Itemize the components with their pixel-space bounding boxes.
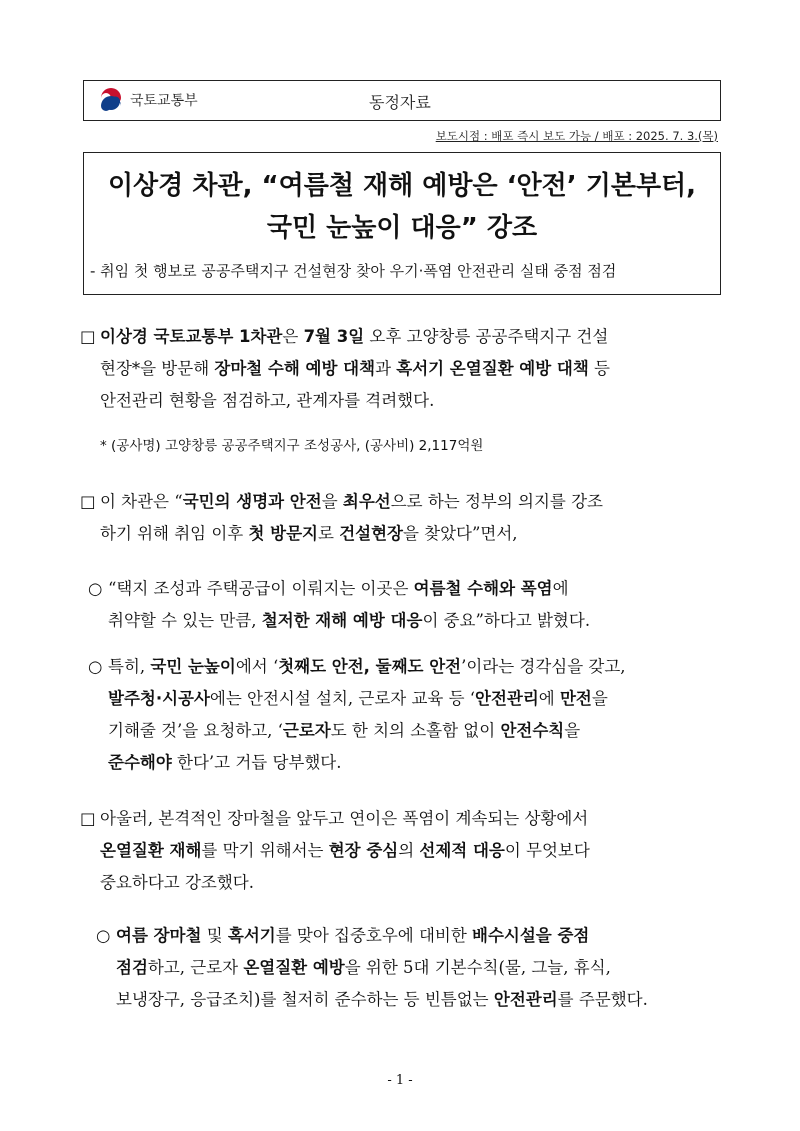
ministry-logo: [98, 87, 198, 113]
paragraph-1: [80, 321, 610, 417]
text-run: ’이라는 경각심을 갖고,: [461, 657, 626, 676]
text-run: 기해줄 것’을 요청하고, ‘: [108, 721, 283, 740]
text-run: 아울러, 본격적인 장마철을 앞두고 연이은 폭염이 계속되는 상황에서: [100, 809, 589, 828]
text-run: 이 무엇보다: [504, 841, 590, 860]
bold-text: 장마철 수해 예방 대책: [214, 359, 376, 378]
bold-text: 국민 눈높이: [150, 657, 236, 676]
bold-text: 혹서기 온열질환 예방 대책: [396, 359, 589, 378]
text-run: 은: [282, 327, 304, 346]
ministry-name: 국토교통부: [130, 93, 198, 109]
bold-text: 안전관리: [493, 990, 558, 1009]
text-line: [96, 952, 648, 984]
bullet-marker: ○: [96, 926, 111, 945]
text-line: [88, 683, 626, 715]
text-line: [80, 321, 610, 353]
taegeuk-emblem-icon: [98, 87, 124, 113]
bold-text: 온열질환 재해: [100, 841, 202, 860]
text-run: 보냉장구, 응급조치)를 철저히 준수하는 등 빈틈없는: [116, 990, 494, 1009]
text-line: [80, 486, 603, 518]
bold-text: 이상경 국토교통부 1차관: [100, 327, 283, 346]
text-run: 하기 위해 취임 이후: [100, 524, 249, 543]
text-run: 로: [318, 524, 340, 543]
text-line: [80, 518, 603, 550]
text-line: [80, 385, 610, 417]
bold-text: 선제적 대응: [419, 841, 505, 860]
bold-text: 여름 장마철: [116, 926, 202, 945]
text-run: 이 중요”하다고 밝혔다.: [422, 611, 591, 630]
subheadline: - 취임 첫 행보로 공공주택지구 건설현장 찾아 우기·폭염 안전관리 실태 중점 점검: [90, 262, 617, 280]
text-line: [80, 353, 610, 385]
bold-text: 안전수칙: [500, 721, 565, 740]
text-run: 에: [552, 579, 569, 598]
text-run: 등: [588, 359, 610, 378]
text-line: [88, 605, 590, 637]
text-run: 한다’고 거듭 당부했다.: [171, 753, 342, 772]
text-run: 특히,: [108, 657, 151, 676]
header-box: [83, 80, 721, 121]
bold-text: 근로자: [282, 721, 331, 740]
bold-text: 철저한 재해 예방 대응: [261, 611, 423, 630]
text-line: [80, 835, 590, 867]
bold-text: 첫째도 안전, 둘째도 안전: [278, 657, 462, 676]
bold-text: 혹서기: [227, 926, 276, 945]
bullet-marker: ○: [88, 579, 103, 598]
text-run: 현장*을 방문해: [100, 359, 215, 378]
bold-text: 국민의 생명과 안전: [182, 492, 322, 511]
bold-text: 첫 방문지: [248, 524, 319, 543]
text-run: 에: [538, 689, 560, 708]
text-run: 취약할 수 있는 만큼,: [108, 611, 262, 630]
text-line: [88, 651, 626, 683]
text-run: 을: [591, 689, 608, 708]
text-run: 중요하다고 강조했다.: [100, 873, 254, 892]
release-info: 보도시점 : 배포 즉시 보도 가능 / 배포 : 2025. 7. 3.(목): [435, 129, 718, 143]
bullet-marker: ○: [88, 657, 103, 676]
footnote: * (공사명) 고양창릉 공공주택지구 조성공사, (공사비) 2,117억원: [100, 438, 484, 454]
bold-text: 7월 3일: [303, 327, 365, 346]
bold-text: 여름철 수해와 폭염: [413, 579, 553, 598]
text-run: 을: [564, 721, 581, 740]
bold-text: 만전: [559, 689, 592, 708]
text-run: 도 한 치의 소홀함 없이: [330, 721, 501, 740]
bullet-marker: □: [80, 809, 96, 828]
bold-text: 현장 중심: [328, 841, 399, 860]
text-line: [88, 715, 626, 747]
text-run: 을: [321, 492, 343, 511]
text-run: 에는 안전시설 설치, 근로자 교육 등 ‘: [209, 689, 476, 708]
bold-text: 건설현장: [339, 524, 403, 543]
text-run: 를 막기 위해서는: [201, 841, 329, 860]
text-run: 과: [375, 359, 397, 378]
title-box: [83, 152, 721, 295]
text-run: 안전관리 현황을 점검하고, 관계자를 격려했다.: [100, 391, 435, 410]
bold-text: 안전관리: [475, 689, 539, 708]
text-line: [88, 747, 626, 779]
bold-text: 점검: [116, 958, 148, 977]
text-run: 이 차관은 “: [100, 492, 183, 511]
paragraph-6: [96, 920, 648, 1016]
text-line: [80, 803, 590, 835]
text-run: 를 주문했다.: [557, 990, 648, 1009]
text-run: 및: [201, 926, 228, 945]
headline-line-1: 이상경 차관, “여름철 재해 예방은 ‘안전’ 기본부터,: [107, 171, 697, 201]
headline-line-2: 국민 눈높이 대응” 강조: [266, 213, 538, 243]
bullet-marker: □: [80, 327, 96, 346]
paragraph-2: [80, 486, 603, 550]
text-line: [96, 984, 648, 1016]
text-run: 을 위한 5대 기본수칙(물, 그늘, 휴식,: [344, 958, 611, 977]
text-run: 를 맞아 집중호우에 대비한: [275, 926, 473, 945]
bold-text: 발주청·시공사: [108, 689, 210, 708]
text-run: 으로 하는 정부의 의지를 강조: [390, 492, 603, 511]
bold-text: 최우선: [342, 492, 391, 511]
text-run: 에서 ‘: [235, 657, 279, 676]
page-number: - 1 -: [387, 1073, 413, 1088]
text-line: [88, 573, 590, 605]
text-line: [80, 867, 590, 899]
text-run: 오후 고양창릉 공공주택지구 건설: [364, 327, 609, 346]
text-run: “택지 조성과 주택공급이 이뤄지는 이곳은: [108, 579, 414, 598]
bold-text: 배수시설을 중점: [472, 926, 590, 945]
paragraph-3: [88, 573, 590, 637]
document-type: 동정자료: [369, 93, 431, 112]
bold-text: 온열질환 예방: [243, 958, 345, 977]
paragraph-5: [80, 803, 590, 899]
text-run: 의: [398, 841, 420, 860]
bold-text: 준수해야: [108, 753, 172, 772]
paragraph-4: [88, 651, 626, 779]
text-run: 을 찾았다”면서,: [402, 524, 518, 543]
text-run: 하고, 근로자: [147, 958, 244, 977]
text-line: [96, 920, 648, 952]
bullet-marker: □: [80, 492, 96, 511]
